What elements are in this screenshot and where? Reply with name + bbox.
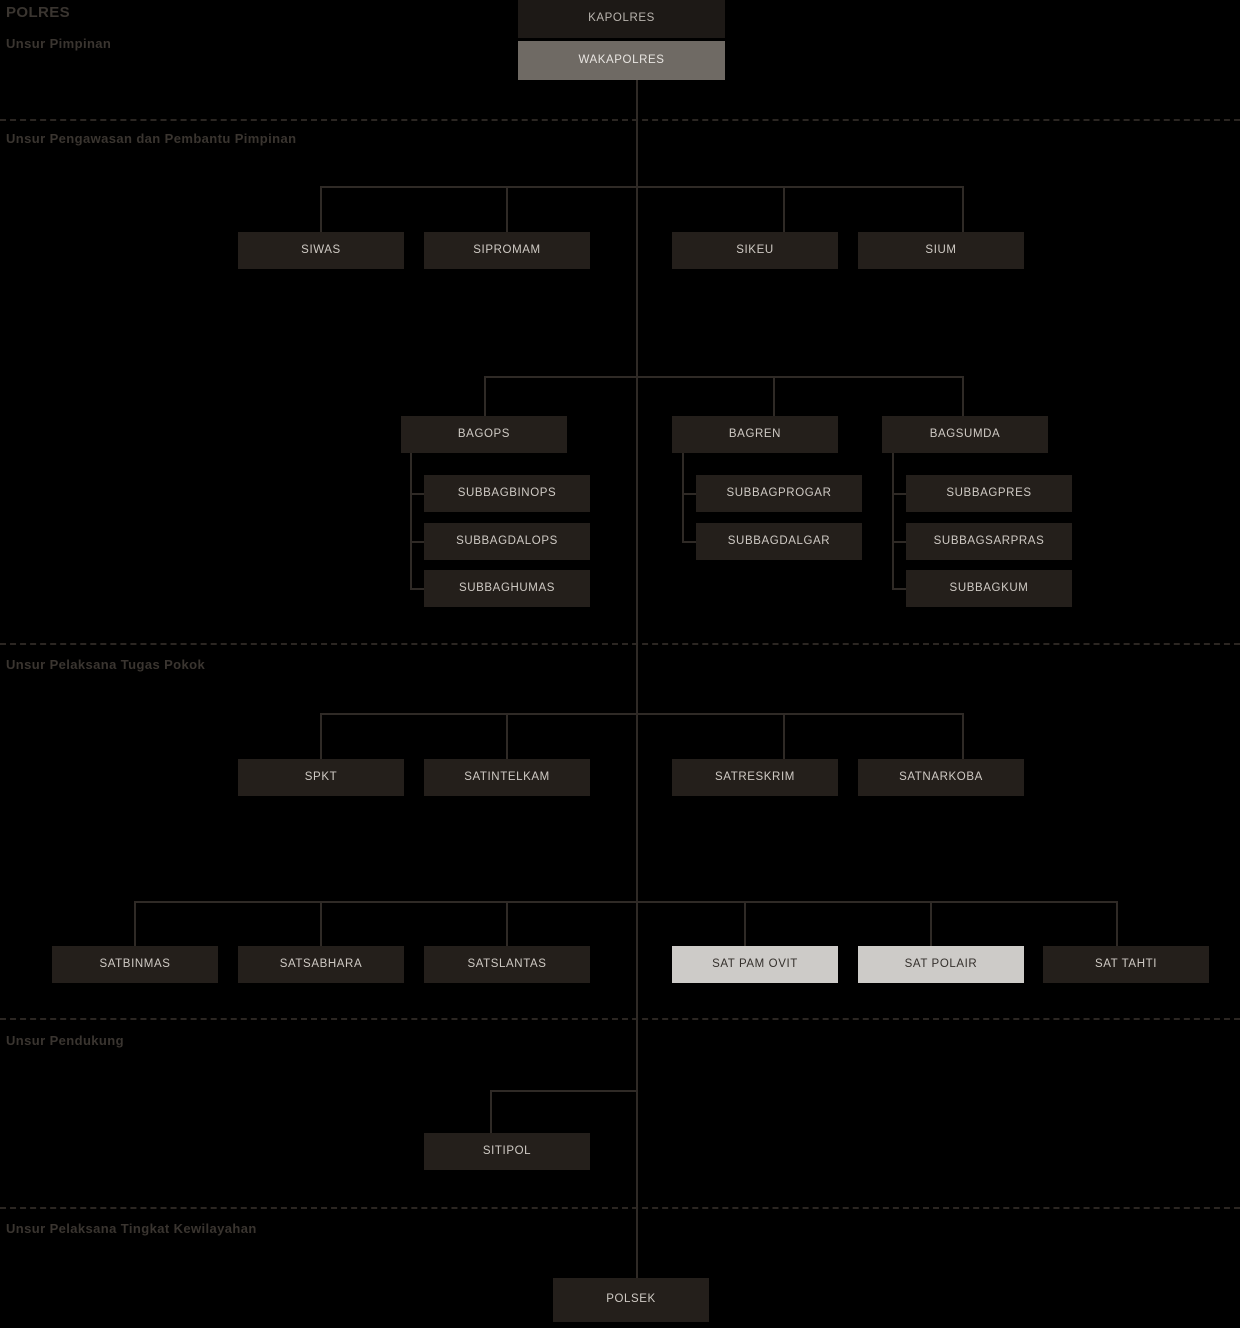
connector-sitipol-horizontal: [490, 1090, 637, 1092]
spine-1: [636, 80, 638, 119]
connector-satpamovit-v: [744, 901, 746, 947]
connector-satslantas-v: [506, 901, 508, 947]
connector-bag-horizontal: [484, 376, 964, 378]
connector-sitipol-v: [490, 1090, 492, 1133]
connector-bagren-v: [773, 376, 775, 416]
connector-bagops-v: [484, 376, 486, 416]
spine-3: [636, 643, 638, 1018]
connector-bagren-stem: [682, 453, 684, 541]
node-sitipol[interactable]: SITIPOL: [424, 1133, 590, 1170]
node-subbagpres[interactable]: SUBBAGPRES: [906, 475, 1072, 512]
connector-sattahti-v: [1116, 901, 1118, 947]
connector-satsabhara-v: [320, 901, 322, 947]
node-satnarkoba[interactable]: SATNARKOBA: [858, 759, 1024, 796]
node-bagops[interactable]: BAGOPS: [401, 416, 567, 453]
divider-3: [0, 1018, 1240, 1020]
node-satsabhara[interactable]: SATSABHARA: [238, 946, 404, 983]
connector-sikeu-v: [783, 186, 785, 232]
divider-4: [0, 1207, 1240, 1209]
spine-2: [636, 119, 638, 643]
connector-satintelkam-v: [506, 713, 508, 759]
node-polsek[interactable]: POLSEK: [553, 1278, 709, 1322]
connector-subbagkum: [892, 588, 907, 590]
node-subbagkum[interactable]: SUBBAGKUM: [906, 570, 1072, 607]
connector-subbagdalops: [410, 541, 425, 543]
node-subbagdalgar[interactable]: SUBBAGDALGAR: [696, 523, 862, 560]
node-bagsumda[interactable]: BAGSUMDA: [882, 416, 1048, 453]
spine-4: [636, 1018, 638, 1207]
connector-spkt-v: [320, 713, 322, 759]
connector-subbaghumas: [410, 588, 425, 590]
connector-subbagpres: [892, 493, 907, 495]
node-subbagbinops[interactable]: SUBBAGBINOPS: [424, 475, 590, 512]
connector-si-horizontal: [320, 186, 964, 188]
node-sattahti[interactable]: SAT TAHTI: [1043, 946, 1209, 983]
connector-sipropam-v: [506, 186, 508, 232]
spine-5: [636, 1207, 638, 1278]
connector-satnarkoba-v: [962, 713, 964, 759]
node-satintelkam[interactable]: SATINTELKAM: [424, 759, 590, 796]
section-label-kewilayahan: Unsur Pelaksana Tingkat Kewilayahan: [6, 1221, 257, 1236]
connector-subbagsarpras: [892, 541, 907, 543]
node-satbinmas[interactable]: SATBINMAS: [52, 946, 218, 983]
node-bagren[interactable]: BAGREN: [672, 416, 838, 453]
node-sium[interactable]: SIUM: [858, 232, 1024, 269]
node-satslantas[interactable]: SATSLANTAS: [424, 946, 590, 983]
node-wakapolres[interactable]: WAKAPOLRES: [518, 41, 725, 80]
node-kapolres[interactable]: KAPOLRES: [518, 0, 725, 38]
connector-satreskrim-v: [783, 713, 785, 759]
divider-1: [0, 119, 1240, 121]
connector-bagsumda-stem: [892, 453, 894, 589]
connector-sium-v: [962, 186, 964, 232]
page-title: POLRES: [6, 4, 71, 21]
section-label-pendukung: Unsur Pendukung: [6, 1033, 124, 1048]
connector-bagops-stem: [410, 453, 412, 589]
node-siwas[interactable]: SIWAS: [238, 232, 404, 269]
connector-bagsumda-v: [962, 376, 964, 416]
connector-subbagprogar: [682, 493, 697, 495]
node-satpamovit[interactable]: SAT PAM OVIT: [672, 946, 838, 983]
connector-subbagdalgar: [682, 541, 697, 543]
node-subbagprogar[interactable]: SUBBAGPROGAR: [696, 475, 862, 512]
divider-2: [0, 643, 1240, 645]
node-subbagsarpras[interactable]: SUBBAGSARPRAS: [906, 523, 1072, 560]
section-label-pengawasan: Unsur Pengawasan dan Pembantu Pimpinan: [6, 131, 297, 146]
connector-sat1-horizontal: [320, 713, 964, 715]
node-subbagdalops[interactable]: SUBBAGDALOPS: [424, 523, 590, 560]
connector-sat2-horizontal: [134, 901, 1117, 903]
node-satpolair[interactable]: SAT POLAIR: [858, 946, 1024, 983]
connector-satpolair-v: [930, 901, 932, 947]
connector-satbinmas-v: [134, 901, 136, 947]
connector-subbagbinops: [410, 493, 425, 495]
node-spkt[interactable]: SPKT: [238, 759, 404, 796]
node-satreskrim[interactable]: SATRESKRIM: [672, 759, 838, 796]
node-sikeu[interactable]: SIKEU: [672, 232, 838, 269]
section-label-pelaksana-tugas-pokok: Unsur Pelaksana Tugas Pokok: [6, 657, 206, 672]
node-subbaghumas[interactable]: SUBBAGHUMAS: [424, 570, 590, 607]
connector-siwas-v: [320, 186, 322, 232]
section-label-pimpinan: Unsur Pimpinan: [6, 36, 112, 51]
node-sipropam[interactable]: SIPROMAM: [424, 232, 590, 269]
